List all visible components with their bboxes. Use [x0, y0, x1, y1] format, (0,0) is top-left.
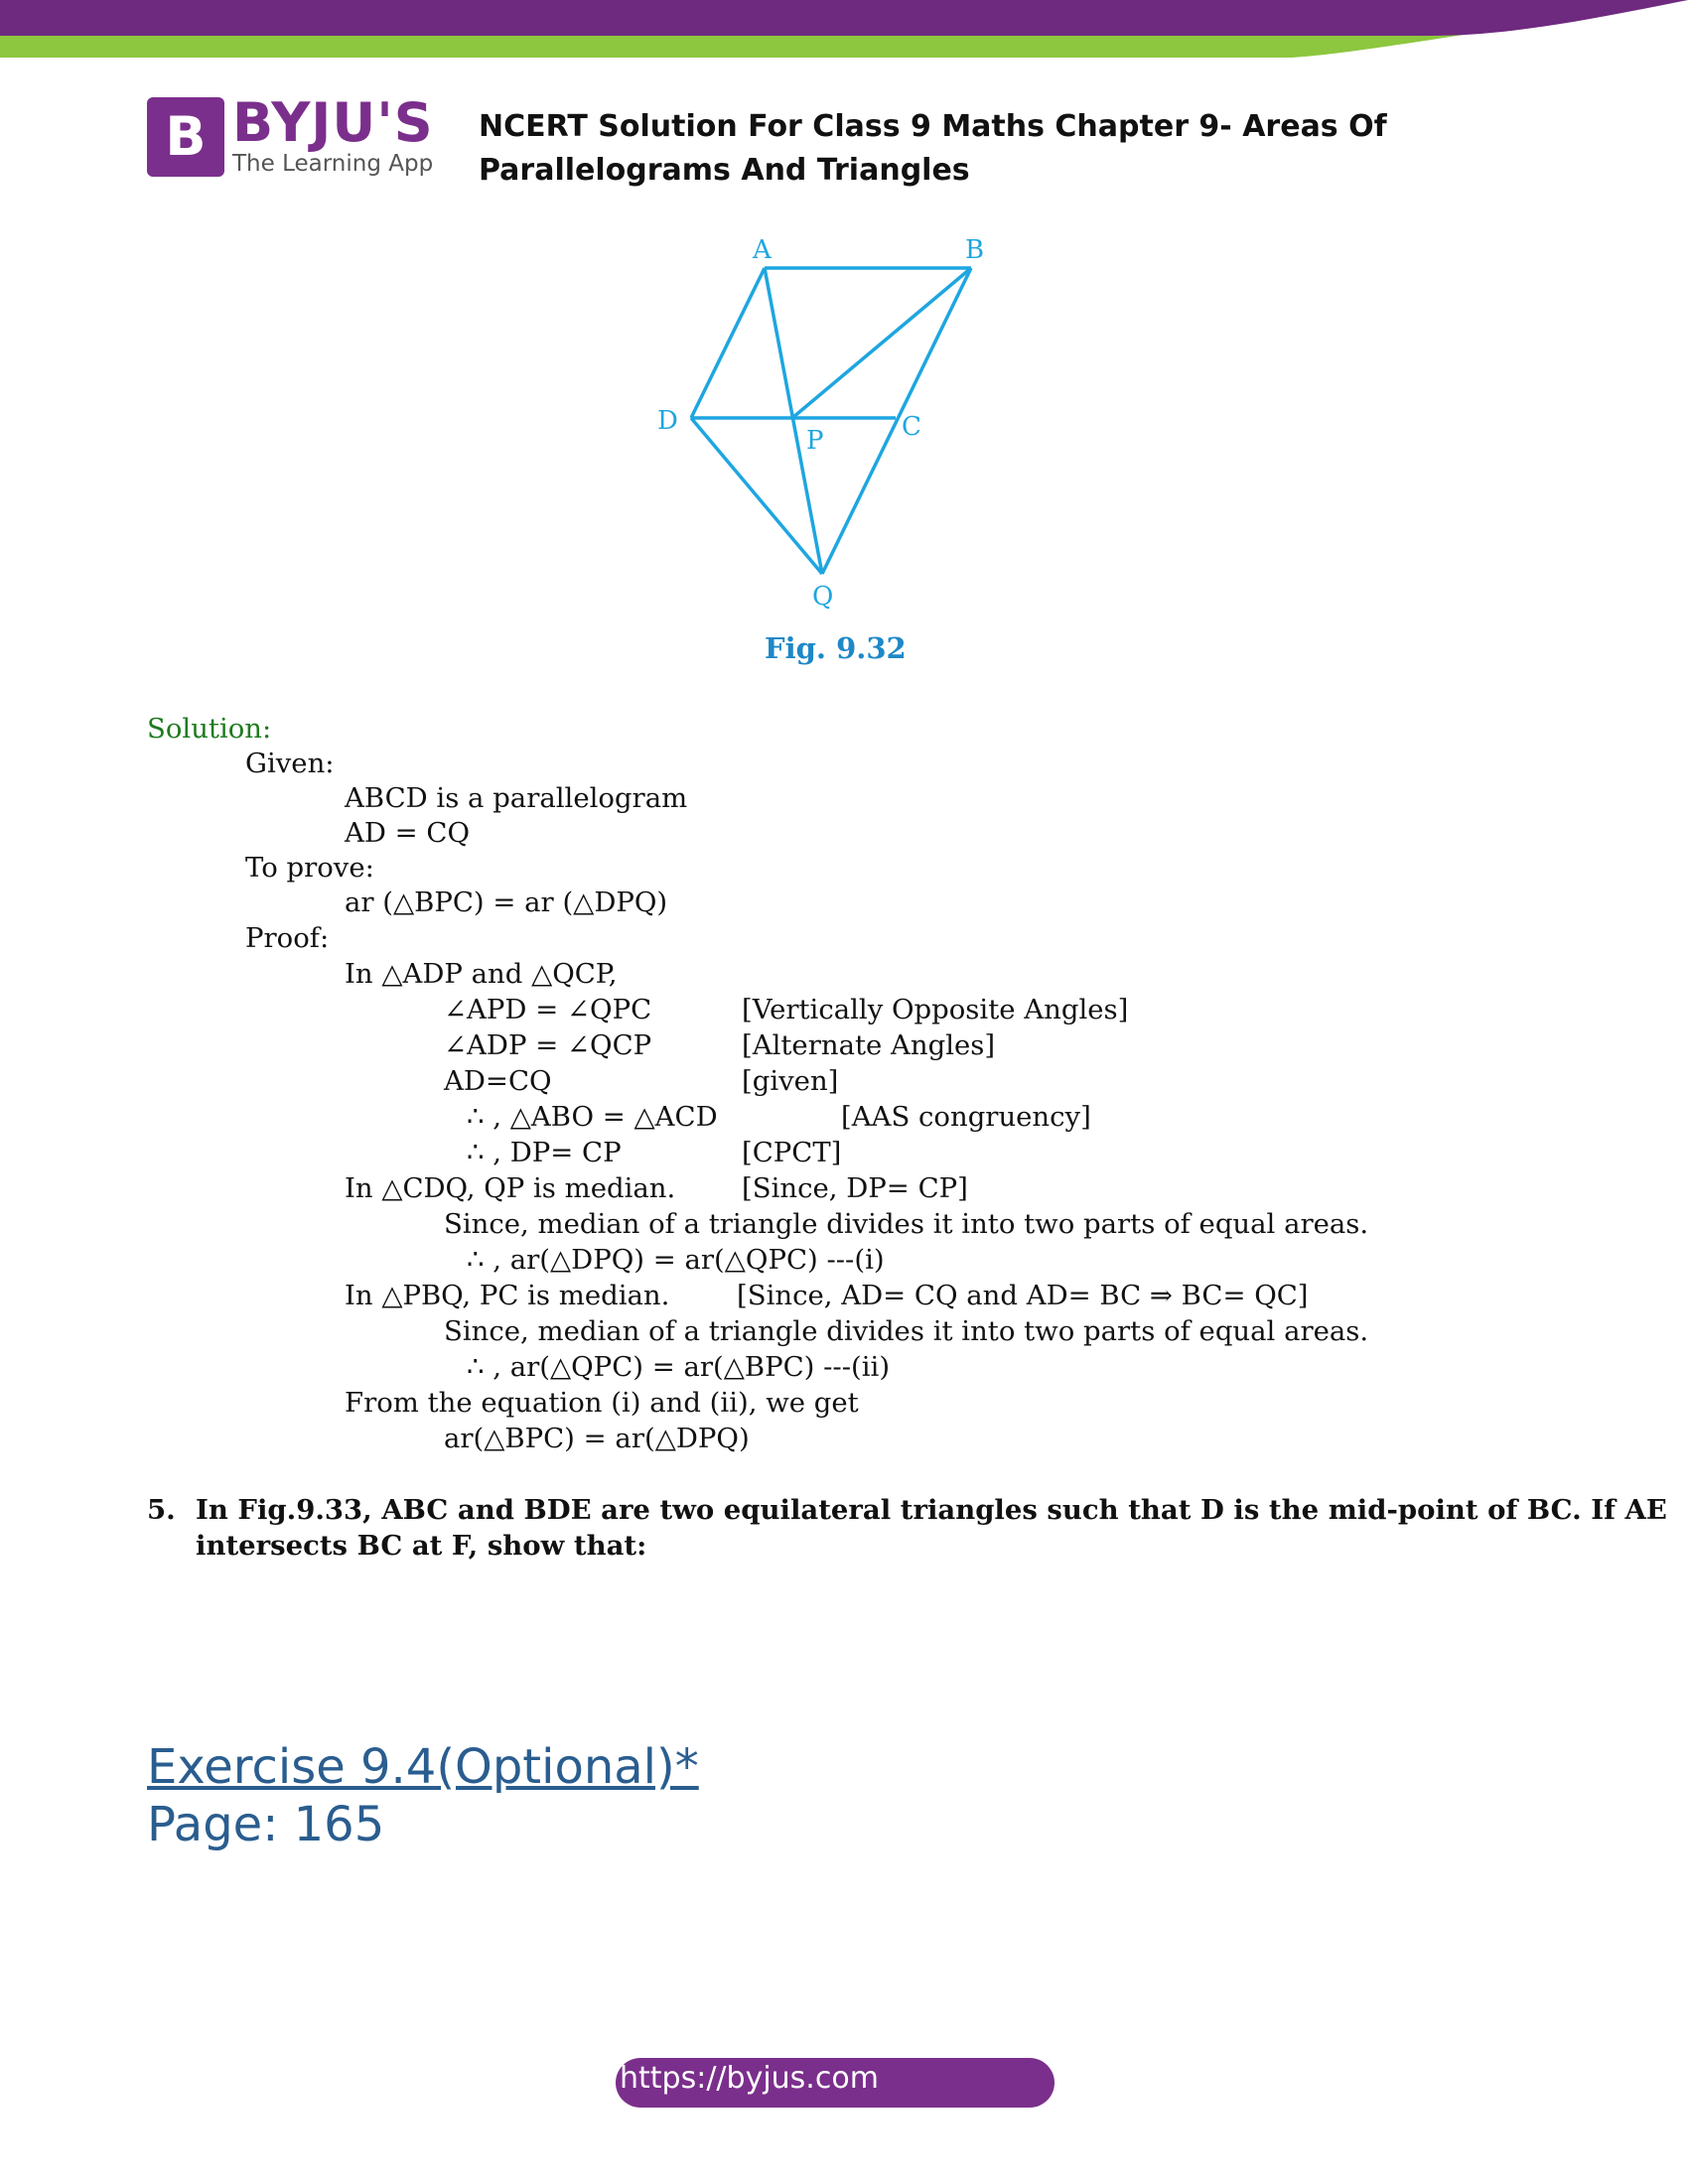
proof-reason: [given]: [742, 1065, 839, 1097]
solution-heading: Solution:: [147, 713, 272, 745]
edge-aq: [765, 268, 822, 574]
proof-label: Proof:: [245, 922, 330, 954]
exercise-page: Page: 165: [147, 1797, 385, 1852]
figure-caption: Fig. 9.32: [765, 631, 907, 665]
proof-reason: [AAS congruency]: [841, 1101, 1091, 1133]
header-bands: [0, 0, 1688, 69]
label-p: P: [806, 426, 824, 456]
page-title: NCERT Solution For Class 9 Maths Chapter 9- Areas Of Parallelograms And Triangles: [479, 109, 1387, 188]
brand-name: BYJU'S: [232, 91, 434, 154]
proof-line: AD=CQ: [444, 1065, 552, 1097]
proof-line: Since, median of a triangle divides it into two parts of equal areas.: [444, 1208, 1369, 1240]
label-c: C: [902, 412, 921, 442]
proof-line: In △CDQ, QP is median.: [345, 1172, 676, 1204]
footer-url-link[interactable]: https://byjus.com: [620, 2061, 879, 2096]
brand-tagline: The Learning App: [232, 151, 434, 177]
edge-ad: [691, 268, 765, 418]
label-d: D: [657, 406, 678, 436]
proof-line: Since, median of a triangle divides it into two parts of equal areas.: [444, 1315, 1369, 1347]
logo-letter: B: [165, 105, 207, 168]
proof-line: From the equation (i) and (ii), we get: [345, 1387, 859, 1419]
proof-reason: [Vertically Opposite Angles]: [742, 994, 1129, 1025]
proof-line: In △ADP and △QCP,: [345, 958, 618, 990]
edge-bq: [822, 268, 971, 574]
proof-reason: [Since, AD= CQ and AD= BC ⇒ BC= QC]: [737, 1280, 1309, 1311]
given-line-2: AD = CQ: [345, 817, 471, 849]
label-b: B: [965, 235, 985, 265]
exercise-link[interactable]: Exercise 9.4(Optional)*: [147, 1739, 699, 1795]
proof-line: ∴ , ar(△DPQ) = ar(△QPC) ---(i): [467, 1244, 885, 1276]
question-text-line-1: In Fig.9.33, ABC and BDE are two equilateral triangles such that D is the mid-point of BC. If AE: [196, 1494, 1667, 1526]
proof-line: ∠APD = ∠QPC: [444, 994, 652, 1025]
proof-reason: [Alternate Angles]: [742, 1029, 996, 1061]
proof-line: ∴ , DP= CP: [467, 1137, 622, 1168]
proof-line: ∠ADP = ∠QCP: [444, 1029, 652, 1061]
to-prove-statement: ar (△BPC) = ar (△DPQ): [345, 887, 668, 918]
proof-line: ∴ , ar(△QPC) = ar(△BPC) ---(ii): [467, 1351, 891, 1383]
proof-reason: [CPCT]: [742, 1137, 842, 1168]
label-a: A: [753, 235, 772, 265]
proof-conclusion: ar(△BPC) = ar(△DPQ): [444, 1423, 750, 1454]
given-line-1: ABCD is a parallelogram: [345, 782, 688, 814]
given-label: Given:: [245, 748, 335, 779]
edge-bp: [792, 268, 971, 418]
proof-line: In △PBQ, PC is median.: [345, 1280, 670, 1311]
to-prove-label: To prove:: [245, 852, 374, 884]
edge-dq: [691, 418, 822, 574]
purple-band: [0, 0, 1688, 36]
figure-9-32: [635, 226, 1033, 623]
label-q: Q: [812, 582, 834, 612]
question-number: 5.: [147, 1494, 176, 1526]
proof-reason: [Since, DP= CP]: [742, 1172, 968, 1204]
question-text-line-2: intersects BC at F, show that:: [196, 1530, 647, 1562]
proof-line: ∴ , △ABO = △ACD: [467, 1101, 718, 1133]
